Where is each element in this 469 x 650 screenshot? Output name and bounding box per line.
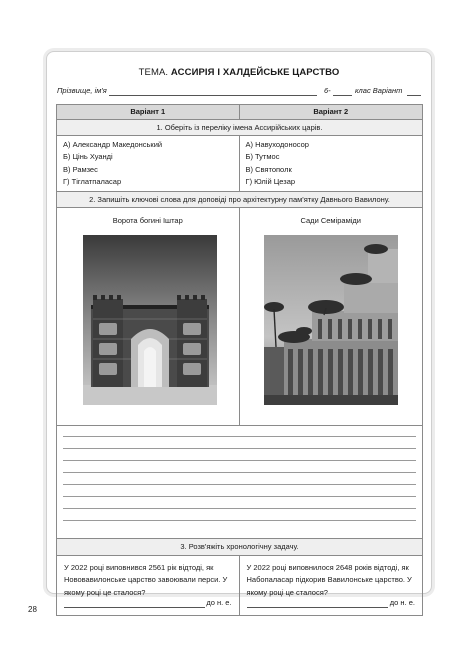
task-3-problem-v2 (239, 556, 422, 616)
topic-prefix: ТЕМА. (138, 67, 171, 78)
answer-line[interactable] (63, 508, 416, 509)
option[interactable]: Г) Юлій Цезар (245, 176, 296, 186)
answer-field-v2[interactable] (247, 599, 415, 609)
option[interactable]: В) Рамзес (63, 164, 98, 174)
grade-input-line[interactable] (333, 95, 352, 96)
hanging-gardens-cell (239, 208, 422, 426)
answer-lines[interactable] (57, 426, 423, 539)
bce-suffix: до н. е. (206, 597, 232, 607)
problem-text-v1: У 2022 році виповнився 2561 рік відтоді, як Нововавилонське царство завоювали перси. У якому році це сталося? (64, 563, 228, 597)
student-info-line (57, 86, 421, 100)
answer-line[interactable] (63, 496, 416, 497)
bce-suffix: до н. е. (389, 597, 415, 607)
answer-line[interactable] (63, 484, 416, 485)
name-input-line[interactable] (109, 95, 317, 96)
worksheet-card (46, 51, 432, 607)
option[interactable]: А) Александр Македонський (63, 140, 163, 149)
answer-line[interactable] (63, 472, 416, 473)
variant-input-line[interactable] (407, 95, 421, 96)
variant-2-header: Варіант 2 (239, 105, 422, 120)
answer-line[interactable] (63, 448, 416, 449)
grade-label: 6- (324, 86, 331, 95)
ishtar-gate-cell (57, 208, 240, 426)
option[interactable]: Б) Тутмос (245, 152, 280, 162)
option[interactable]: Б) Цінь Хуанді (63, 152, 113, 162)
task-3-problem-v1 (57, 556, 240, 616)
answer-underline[interactable] (247, 607, 388, 608)
hanging-gardens-caption: Сади Семіраміди (300, 216, 361, 225)
topic-title: АССИРІЯ І ХАЛДЕЙСЬКЕ ЦАРСТВО (170, 67, 340, 78)
ishtar-gate-image (83, 235, 217, 405)
problem-text-v2: У 2022 році виповнилося 2648 років відтоді, як Набопаласар підкорив Вавилонське царство. У якому році це сталося? (246, 563, 412, 597)
task-1-options-v2 (239, 136, 422, 192)
answer-line[interactable] (63, 460, 416, 461)
worksheet-table (56, 104, 423, 616)
answer-line[interactable] (63, 436, 416, 437)
option[interactable]: Г) Тіглатпаласар (63, 176, 122, 186)
variant-1-header: Варіант 1 (57, 105, 240, 120)
option[interactable]: А) Навуходоносор (245, 140, 309, 149)
answer-underline[interactable] (64, 607, 205, 608)
name-label: Прізвище, ім'я (57, 86, 107, 95)
answer-line[interactable] (63, 520, 416, 521)
option[interactable]: В) Святополк (245, 164, 292, 174)
ishtar-gate-caption: Ворота богині Іштар (112, 216, 183, 225)
class-variant-label: клас Варіант (355, 86, 403, 95)
task-3-title: 3. Розв'яжіть хронологічну задачу. (57, 539, 423, 556)
task-2-title: 2. Запишіть ключові слова для доповіді про архітектурну пам'ятку Давнього Вавилону. (57, 192, 423, 208)
task-1-title: 1. Оберіть із переліку імена Ассирійських царів. (57, 120, 423, 136)
worksheet-title (47, 67, 431, 78)
hanging-gardens-image (264, 235, 398, 405)
task-1-options-v1 (57, 136, 240, 192)
answer-field-v1[interactable] (64, 599, 232, 609)
page-number: 28 (28, 605, 37, 614)
